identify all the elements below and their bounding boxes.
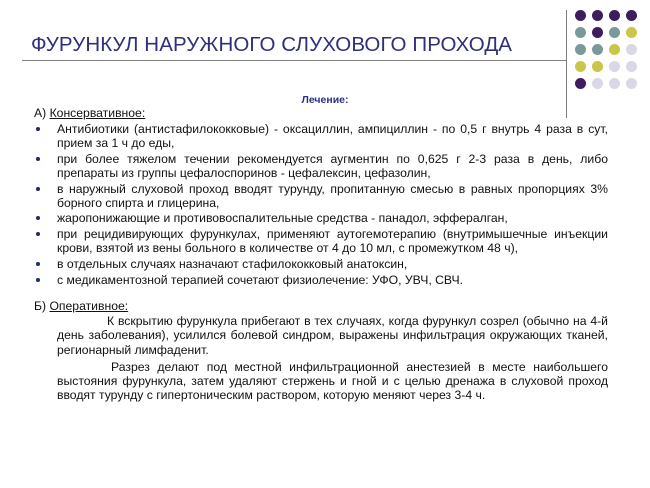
bullet-icon: [36, 127, 40, 131]
list-item-text: при более тяжелом течении рекомендуется аугментин по 0,625 г 2-3 раза в день, либо препараты из группы цефалоспоринов - цефалексин, цефазолин,: [57, 151, 608, 180]
decorative-dot: [626, 61, 637, 72]
list-item-text: в отдельных случаях назначают стафилококковый анатоксин,: [57, 257, 408, 272]
decorative-dot: [575, 61, 586, 72]
decorative-dot: [609, 10, 620, 21]
decorative-dot: [609, 78, 620, 89]
section-a-heading: [34, 106, 608, 120]
conservative-treatment-list: [34, 122, 608, 287]
decorative-dot-grid: [575, 10, 637, 89]
decorative-dot: [592, 78, 603, 89]
decorative-dot: [592, 27, 603, 38]
decorative-dot: [592, 61, 603, 72]
bullet-icon: [36, 187, 40, 191]
slide-body: [34, 106, 608, 405]
slide-title: ФУРУНКУЛ НАРУЖНОГО СЛУХОВОГО ПРОХОДА: [31, 33, 513, 56]
operative-paragraph: К вскрытию фурункула прибегают в тех случаях, когда фурункул созрел (обычно на 4-й день заболевания), усилился болевой синдром, выражены инфильтрация окружающих тканей, регионарный лимфаденит.: [57, 314, 608, 357]
section-b-heading: [34, 299, 608, 313]
section-b-label: Оперативное:: [49, 298, 129, 313]
decorative-dot: [575, 78, 586, 89]
decorative-dot: [575, 27, 586, 38]
bullet-icon: [36, 216, 40, 220]
list-item-text: с медикаментозной терапией сочетают физиолечение: УФО, УВЧ, СВЧ.: [57, 272, 464, 287]
decorative-dot: [626, 27, 637, 38]
list-item: [34, 182, 608, 210]
bullet-icon: [36, 278, 40, 282]
decorative-dot: [592, 10, 603, 21]
list-item-text: при рецидивирующих фурункулах, применяют аутогемотерапию (внутримышечные инъекции крови, взятой из вены больного в количестве от 4 до 10 мл, с промежутком 48 ч),: [57, 227, 608, 256]
bullet-icon: [36, 232, 40, 236]
decorative-dot: [626, 78, 637, 89]
decorative-dot: [575, 44, 586, 55]
list-item-text: в наружный слуховой проход вводят турунду, пропитанную смесью в равных пропорциях 3% борного спирта и глицерина,: [57, 181, 608, 210]
list-item: [34, 152, 608, 180]
decorative-dot: [609, 61, 620, 72]
decorative-dot: [626, 44, 637, 55]
decorative-dot: [575, 10, 586, 21]
slide-subtitle: Лечение:: [301, 94, 349, 106]
decorative-dot: [609, 27, 620, 38]
section-a-label: Консервативное:: [49, 106, 146, 120]
decorative-dot: [592, 44, 603, 55]
list-item: [34, 211, 608, 225]
list-item: [34, 273, 608, 287]
section-b-letter: Б): [34, 298, 47, 313]
bullet-icon: [36, 262, 40, 266]
decorative-dot: [626, 10, 637, 21]
list-item-text: жаропонижающие и противовоспалительные средства - панадол, эффералган,: [57, 211, 508, 226]
list-item: [34, 257, 608, 271]
decorative-dot: [609, 44, 620, 55]
title-divider-line: [22, 60, 567, 61]
list-item: [34, 227, 608, 255]
list-item: [34, 122, 608, 150]
bullet-icon: [36, 157, 40, 161]
section-a-letter: А): [34, 106, 47, 120]
operative-paragraph: Разрез делают под местной инфильтрационной анестезией в месте наибольшего выстояния фурункула, затем удаляют стержень и гной и с целью дренажа в слуховой проход вводят турунду с гипертоническим раствором, которую меняют через 3-4 ч.: [57, 359, 608, 403]
list-item-text: Антибиотики (антистафилококковые) - оксациллин, ампициллин - по 0,5 г внутрь 4 раза в сут, прием за 1 ч до еды,: [57, 121, 608, 150]
